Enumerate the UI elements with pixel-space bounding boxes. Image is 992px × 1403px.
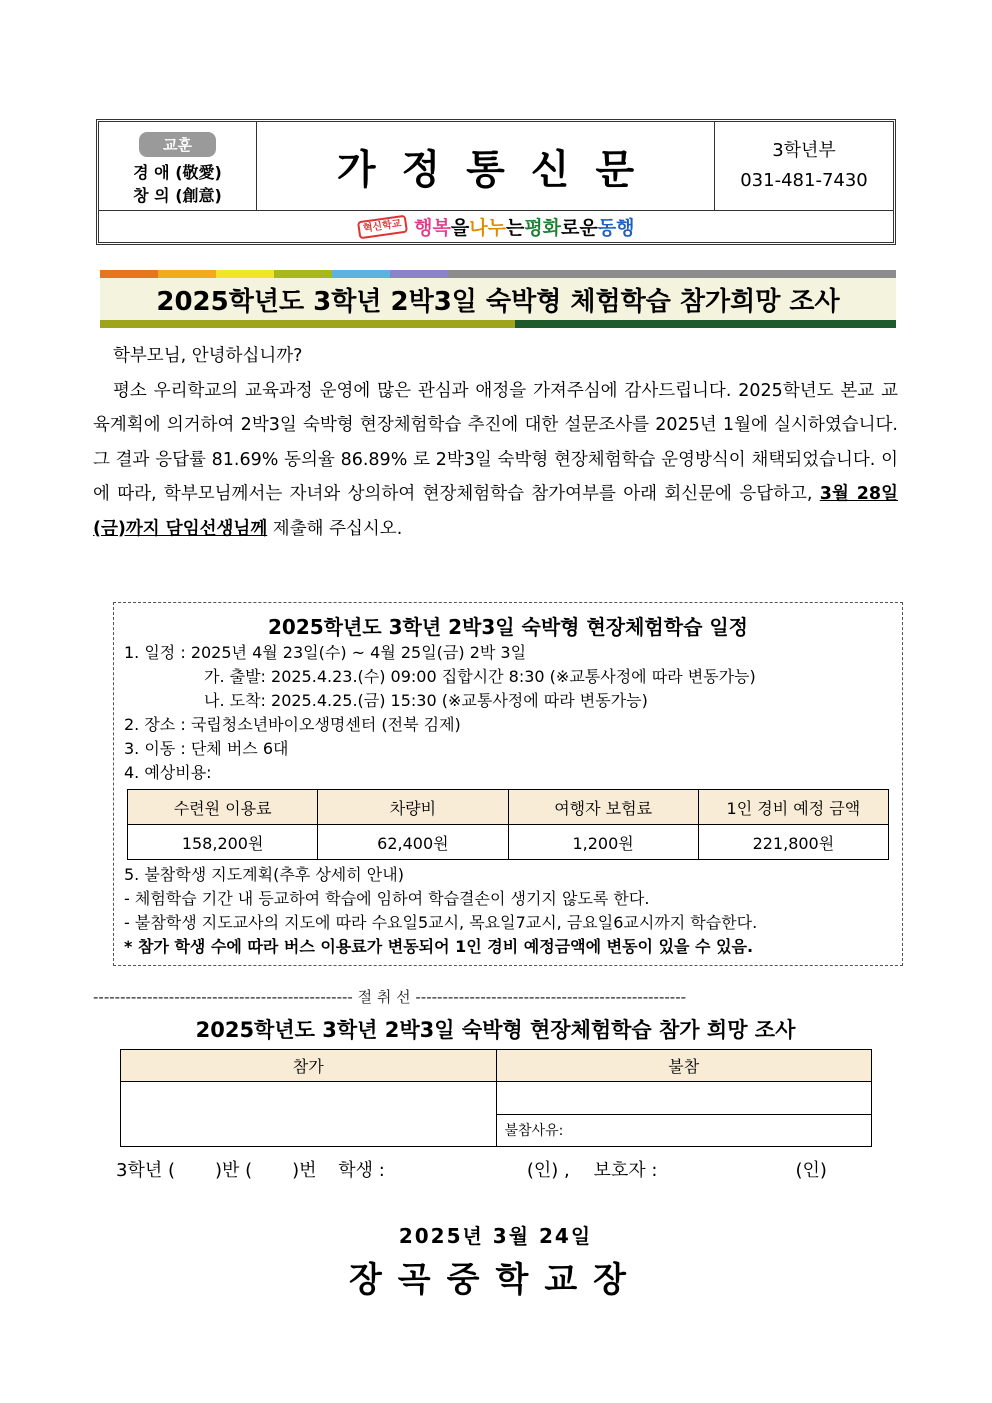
cost-change-note: * 참가 학생 수에 따라 버스 이용료가 변동되어 1인 경비 예정금액에 변동이 있을 수 있음. (124, 937, 754, 956)
cut-line-dashes-right: -------------------------------------------------- (415, 988, 687, 1006)
absent-reason-field[interactable] (496, 1114, 872, 1147)
greeting-paragraph (93, 339, 898, 546)
reply-title: 2025학년도 3학년 2박3일 숙박형 현장체험학습 참가 희망 조사 (195, 1018, 796, 1042)
absent-checkbox-cell[interactable] (496, 1082, 872, 1115)
absent-plan: 5. 불참학생 지도계획(추후 상세히 안내) (124, 865, 404, 884)
absent-reason-label: 불참사유: (504, 1123, 564, 1140)
issue-date: 2025년 3월 24일 (398, 1224, 593, 1248)
student-stamp: (인) , (526, 1160, 570, 1181)
schedule-dates: 1. 일정 : 2025년 4월 23일(수) ~ 4월 25일(금) 2박 3일 (124, 643, 527, 662)
cost-value-insurance: 1,200원 (508, 825, 698, 860)
notice-title: 2025학년도 3학년 2박3일 숙박형 체험학습 참가희망 조사 (100, 278, 896, 320)
cost-value-bus: 62,400원 (318, 825, 508, 860)
slogan-particle-3: 로운 (561, 217, 598, 239)
cost-table-header-row (128, 790, 889, 825)
schedule-transport: 3. 이동 : 단체 버스 6대 (124, 739, 289, 758)
schedule-arrival: 나. 도착: 2025.4.25.(금) 15:30 (※교통사정에 따라 변동가능) (204, 691, 648, 710)
student-label: 학생 : (338, 1160, 385, 1181)
schedule-place: 2. 장소 : 국립청소년바이오생명센터 (전북 김제) (124, 715, 461, 734)
cost-header-camp: 수련원 이용료 (128, 790, 318, 825)
cost-table (127, 789, 889, 860)
schedule-box (113, 602, 903, 966)
cut-line-label: 절 취 선 (357, 988, 411, 1006)
document-title: 가정통신문 (336, 146, 661, 193)
guardian-label: 보호자 : (593, 1160, 658, 1181)
absent-plan-item-2: - 불참학생 지도교사의 지도에 따라 수요일5교시, 목요일7교시, 금요일6교시까지 학습한다. (124, 913, 758, 932)
reply-table (120, 1049, 872, 1147)
schedule-cost-label: 4. 예상비용: (124, 763, 212, 782)
guardian-stamp: (인) (795, 1160, 827, 1181)
schedule-departure: 가. 출발: 2025.4.23.(수) 09:00 집합시간 8:30 (※교통사정에 따라 변동가능) (204, 667, 756, 686)
main-paragraph (93, 374, 898, 547)
school-motto (99, 122, 257, 210)
title-color-bar-bottom (100, 320, 896, 328)
submission-deadline: 3월 28일(금)까지 담임선생님께 (93, 484, 898, 539)
class-label: )반 ( (214, 1160, 253, 1181)
cost-table-value-row (128, 825, 889, 860)
letter-header (96, 119, 896, 245)
department-phone: 031-481-7430 (740, 170, 868, 191)
title-color-bar-top (100, 270, 896, 278)
slogan-word-share: 나누 (469, 217, 506, 239)
number-label: )번 (292, 1160, 317, 1181)
cost-value-camp: 158,200원 (128, 825, 318, 860)
principal-signature: 장곡중학교장 (348, 1260, 643, 1300)
grade-label: 3학년 ( (116, 1160, 175, 1181)
column-absent: 불참 (496, 1050, 872, 1082)
cost-header-total: 1인 경비 예정 금액 (698, 790, 888, 825)
main-paragraph-end: 제출해 주십시오. (267, 518, 403, 539)
slogan-word-happiness: 행복 (414, 217, 451, 239)
schedule-title: 2025학년도 3학년 2박3일 숙박형 현장체험학습 일정 (268, 615, 748, 639)
cut-line-dashes-left: ------------------------------------------------ (93, 988, 353, 1006)
cost-header-insurance: 여행자 보험료 (508, 790, 698, 825)
innovation-school-stamp: 혁신학교 (356, 214, 407, 239)
cut-line (93, 986, 890, 1007)
join-checkbox-cell[interactable] (121, 1082, 497, 1147)
slogan-particle-1: 을 (450, 217, 470, 239)
school-slogan (99, 210, 893, 242)
absent-plan-item-1: - 체험학습 기간 내 등교하여 학습에 임하여 학습결손이 생기지 않도록 한다. (124, 889, 650, 908)
cost-header-bus: 차량비 (318, 790, 508, 825)
greeting: 학부모님, 안녕하십니까? (113, 346, 303, 366)
department-info (715, 122, 893, 210)
main-paragraph-text: 평소 우리학교의 교육과정 운영에 많은 관심과 애정을 가져주심에 감사드립니다. 2025학년도 본교 교육계획에 의거하여 2박3일 숙박형 현장체험학습 추진에 대한 설문조사를 2025년 1월에 실시하였습니다. 그 결과 응답률 81.69% 동의율 86.89% 로 2박3일 숙박형 현장체험학습 운영방식이 채택되었습니다. 이에 따라, 학부모님께서는 자녀와 상의하여 현장체험학습 참가여부를 아래 회신문에 응답하고, (93, 380, 898, 504)
document-title-cell (257, 122, 715, 210)
motto-line-2: 창 의 (創意) (133, 186, 222, 205)
department-name: 3학년부 (772, 140, 836, 161)
signature-line (116, 1156, 886, 1182)
slogan-word-together: 동행 (597, 217, 635, 239)
slogan-word-peace: 평화 (524, 217, 562, 239)
cost-value-total: 221,800원 (698, 825, 888, 860)
slogan-particle-2: 는 (505, 217, 525, 239)
motto-line-1: 경 애 (敬愛) (133, 163, 222, 182)
column-join: 참가 (121, 1050, 497, 1082)
motto-badge: 교훈 (139, 132, 216, 157)
